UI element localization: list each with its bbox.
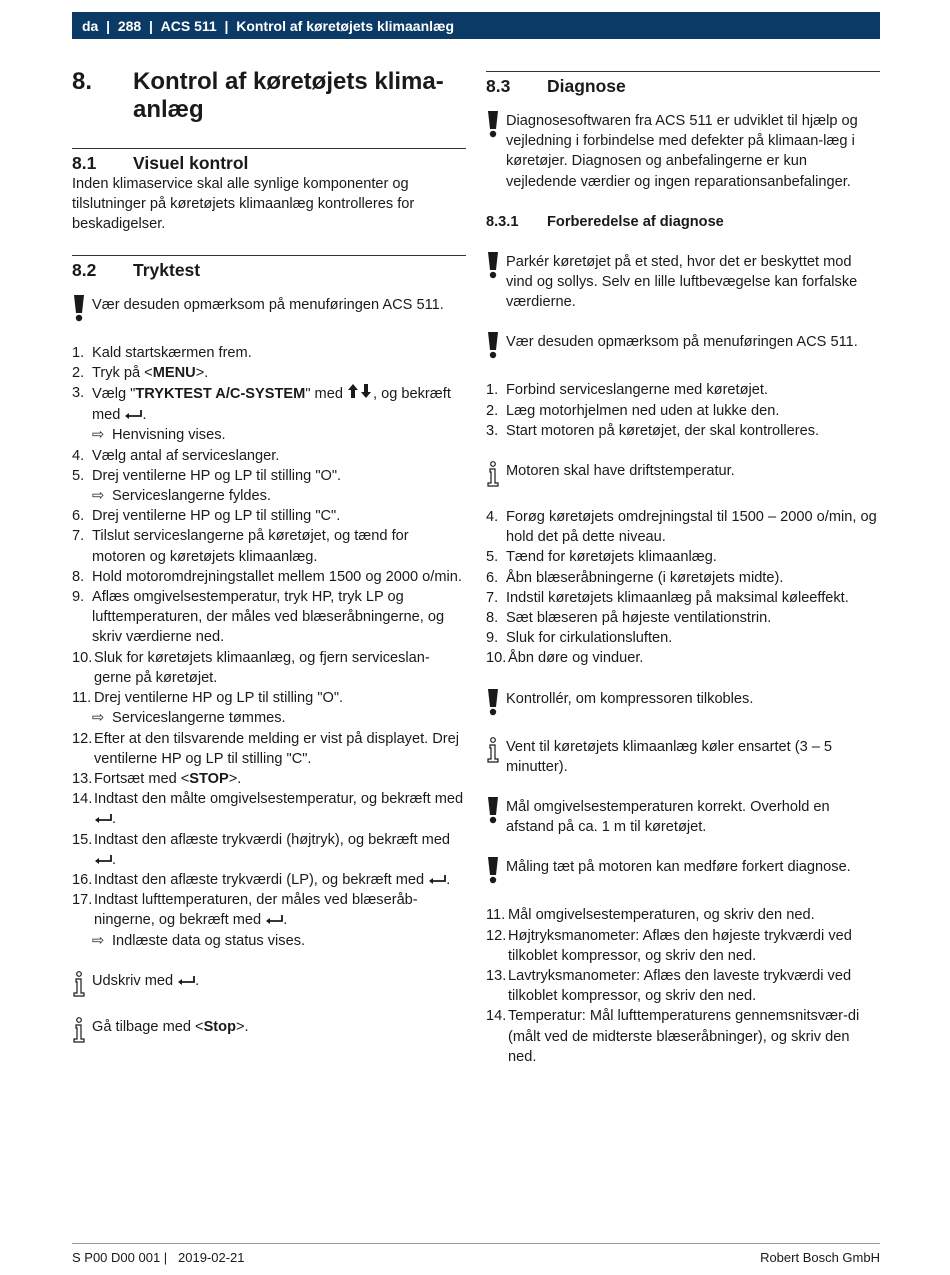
result-arrow-icon: ⇨	[92, 710, 105, 727]
exclamation-icon	[486, 252, 506, 280]
section-title: Diagnose	[547, 76, 626, 96]
info-text: Gå tilbage med <Stop>.	[92, 1018, 249, 1035]
exclamation-icon	[72, 295, 92, 323]
chapter-heading	[72, 68, 466, 124]
warning-note	[486, 332, 880, 360]
info-text: Vent til køretøjets klimaanlæg køler ensartet (3 – 5 minutter).	[506, 738, 833, 775]
list-item: 4. Forøg køretøjets omdrejningstal til 1500 – 2000 o/min, og hold det på dette niveau.	[486, 509, 877, 546]
list-item: 16. Indtast den aflæste trykværdi (LP), og bekræft med .	[72, 870, 466, 890]
list-item: 14. Temperatur: Mål lufttemperaturens gennemsnitsvær-di (målt ved de midterste blæseråbninger), og skriv den ned.	[486, 1008, 860, 1065]
list-item: 13. Lavtryksmanometer: Aflæs den laveste trykværdi ved tilkoblet kompressor, og skriv den ned.	[486, 968, 852, 1005]
header-page: 288	[117, 17, 142, 34]
list-item: 7. Tilslut serviceslangerne på køretøjet, og tænd for motoren og køretøjets klimaanlæg.	[72, 528, 409, 565]
list-item: 9. Aflæs omgivelsestemperatur, tryk HP, tryk LP og lufttemperaturen, der måles ved blæseråbningerne, og skriv værdierne ned.	[72, 589, 445, 646]
warning-note	[72, 295, 466, 323]
section-8-3-heading	[486, 72, 880, 97]
info-i-icon	[486, 461, 506, 487]
list-item: 1. Kald startskærmen frem.	[72, 344, 252, 361]
warning-note	[486, 689, 880, 717]
list-item: 8. Sæt blæseren på højeste ventilationstrin.	[486, 610, 772, 627]
chapter-title	[133, 68, 444, 124]
enter-key-icon	[177, 971, 195, 991]
exclamation-icon	[486, 797, 506, 825]
warning-note	[486, 252, 880, 313]
warning-text: Parkér køretøjet på et sted, hvor det er beskyttet mod vind og sollys. Selv en lille luftbevægelse kan forfalske værdierne.	[506, 253, 858, 311]
list-item: 8. Hold motoromdrejningstallet mellem 1500 og 2000 o/min.	[72, 568, 462, 585]
list-item: 12. Efter at den tilsvarende melding er vist på displayet. Drej ventilerne HP og LP til stilling "C".	[72, 730, 460, 767]
section-8-1-body: Inden klimaservice skal alle synlige komponenter og tilslutninger på køretøjets klimaanlæg kontrolleres for beskadigelser.	[72, 176, 415, 233]
warning-text: Mål omgivelsestemperaturen korrekt. Overhold en afstand på ca. 1 m til køretøjet.	[506, 799, 830, 836]
chapter-number: 8.	[72, 68, 93, 95]
left-column	[72, 62, 466, 1043]
enter-key-icon	[124, 405, 142, 425]
up-down-arrows-icon	[347, 383, 373, 405]
list-item: 5. Drej ventilerne HP og LP til stilling "O".	[72, 467, 342, 484]
info-note	[72, 1017, 466, 1043]
header-sep: |	[98, 17, 118, 34]
list-item: 4. Vælg antal af serviceslanger.	[72, 447, 280, 464]
exclamation-icon	[486, 332, 506, 360]
list-item: 7. Indstil køretøjets klimaanlæg på maksimal køleeffekt.	[486, 589, 849, 606]
list-item: 2. Læg motorhjelmen ned uden at lukke den.	[486, 402, 780, 419]
section-title: Tryktest	[133, 259, 201, 280]
result-line: ⇨ Henvisning vises.	[72, 425, 466, 445]
exclamation-icon	[486, 857, 506, 885]
subsection-title: Forberedelse af diagnose	[547, 213, 724, 230]
list-item: 11. Mål omgivelsestemperaturen, og skriv den ned.	[486, 907, 815, 924]
header-lang: da	[82, 17, 99, 34]
list-item: 11. Drej ventilerne HP og LP til stilling "O".	[72, 690, 344, 707]
warning-text: Diagnosesoftwaren fra ACS 511 er udviklet til hjælp og vejledning i forbindelse med defekter på klimaan-læg i køretøjer. Diagnosen og anbefalingerne er kun vejledende værdier og ingen reparationsanbefalinger.	[506, 113, 858, 190]
exclamation-icon	[486, 111, 506, 139]
list-item: 5. Tænd for køretøjets klimaanlæg.	[486, 549, 717, 566]
chapter-title-line2: anlæg	[133, 96, 204, 123]
section-number: 8.1	[72, 153, 97, 173]
enter-key-icon	[94, 809, 112, 829]
tryktest-steps	[72, 343, 466, 951]
header-sep: |	[141, 17, 161, 34]
list-item: 12. Højtryksmanometer: Aflæs den højeste trykværdi ved tilkoblet kompressor, og skriv den ned.	[486, 927, 852, 964]
list-item: 3. Vælg "TRYKTEST A/C-SYSTEM" med , og bekræft med .	[72, 383, 466, 425]
result-line: ⇨ Indlæste data og status vises.	[72, 931, 466, 951]
info-note	[72, 971, 466, 997]
list-item: 15. Indtast den aflæste trykværdi (højtryk), og bekræft med .	[72, 830, 466, 870]
subsection-number: 8.3.1	[486, 213, 519, 230]
list-item: 6. Åbn blæseråbningerne (i køretøjets midte).	[486, 569, 784, 586]
result-line: ⇨ Serviceslangerne fyldes.	[72, 486, 466, 506]
info-note	[486, 461, 880, 487]
section-title: Visuel kontrol	[133, 153, 249, 173]
info-i-icon	[72, 971, 92, 997]
list-item: 10. Åbn døre og vinduer.	[486, 650, 644, 667]
list-item: 2. Tryk på <MENU>.	[72, 364, 209, 381]
info-i-icon	[72, 1017, 92, 1043]
warning-text: Måling tæt på motoren kan medføre forkert diagnose.	[506, 859, 851, 876]
info-text: Udskriv med .	[92, 971, 466, 991]
chapter-title-line1: Kontrol af køretøjets klima-	[133, 68, 444, 95]
enter-key-icon	[428, 870, 446, 890]
exclamation-icon	[486, 689, 506, 717]
warning-note	[486, 797, 880, 837]
list-item: 10. Sluk for køretøjets klimaanlæg, og fjern serviceslan-gerne på køretøjet.	[72, 649, 430, 686]
header-title: Kontrol af køretøjets klimaanlæg	[236, 17, 455, 34]
list-item: 17. Indtast lufttemperaturen, der måles ved blæseråb-ningerne, og bekræft med .	[72, 890, 466, 930]
info-i-icon	[486, 737, 506, 763]
section-8-1-heading	[72, 149, 466, 174]
warning-note	[486, 857, 880, 885]
info-note	[486, 737, 880, 777]
warning-text: Kontrollér, om kompressoren tilkobles.	[506, 690, 754, 707]
warning-note	[486, 111, 880, 192]
diagnose-steps-b	[486, 507, 880, 669]
header-sep: |	[216, 17, 237, 34]
warning-text: Vær desuden opmærksom på menuføringen ACS 511.	[506, 334, 858, 351]
header-product: ACS 511	[160, 17, 217, 34]
info-text: Motoren skal have driftstemperatur.	[506, 463, 735, 480]
subsection-8-3-1-heading	[486, 212, 880, 232]
list-item: 3. Start motoren på køretøjet, der skal kontrolleres.	[486, 422, 820, 439]
result-arrow-icon: ⇨	[92, 932, 105, 949]
footer-doc-number: S P00 D00 001	[72, 1250, 161, 1265]
right-column	[486, 62, 880, 1067]
footer-date: 2019-02-21	[178, 1250, 245, 1265]
result-line: ⇨ Serviceslangerne tømmes.	[72, 708, 466, 728]
result-arrow-icon: ⇨	[92, 427, 105, 444]
enter-key-icon	[265, 910, 283, 930]
list-item: 14. Indtast den målte omgivelsestemperatur, og bekræft med .	[72, 789, 466, 829]
diagnose-steps-a	[486, 380, 880, 441]
diagnose-steps-c	[486, 905, 880, 1067]
footer-rule	[72, 1243, 880, 1244]
footer-company: Robert Bosch GmbH	[760, 1250, 880, 1265]
list-item: 13. Fortsæt med <STOP>.	[72, 770, 242, 787]
footer-left: S P00 D00 001 | 2019-02-21	[72, 1250, 245, 1265]
section-number: 8.2	[72, 259, 97, 280]
warning-text: Vær desuden opmærksom på menuføringen ACS 511.	[92, 296, 444, 313]
list-item: 6. Drej ventilerne HP og LP til stilling "C".	[72, 508, 341, 525]
section-number: 8.3	[486, 76, 511, 96]
list-item: 1. Forbind serviceslangerne med køretøjet.	[486, 382, 768, 399]
result-arrow-icon: ⇨	[92, 488, 105, 505]
list-item: 9. Sluk for cirkulationsluften.	[486, 630, 673, 647]
running-header	[72, 12, 880, 39]
enter-key-icon	[94, 850, 112, 870]
section-8-2-heading	[72, 256, 466, 281]
